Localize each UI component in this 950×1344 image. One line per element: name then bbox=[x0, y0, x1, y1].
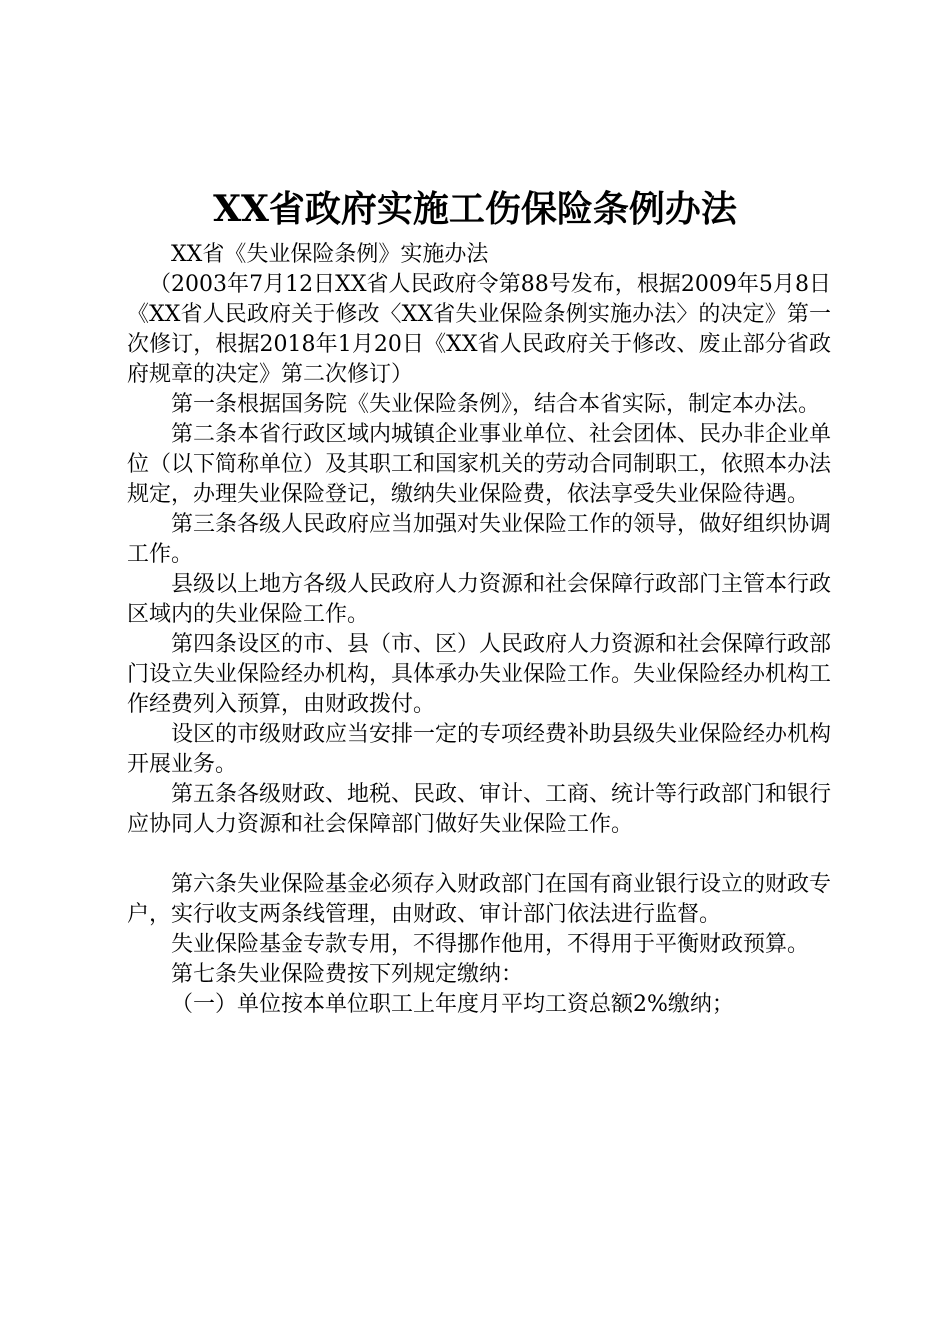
article-7-item-1: （一）单位按本单位职工上年度月平均工资总额2%缴纳； bbox=[171, 992, 734, 1017]
article-5: 第五条各级财政、地税、民政、审计、工商、统计等行政部门和银行应协同人力资源和社会保障部门做好失业保险工作。 bbox=[127, 782, 832, 837]
document-title: XX省政府实施工伤保险条例办法 bbox=[213, 188, 737, 230]
article-4-clause-2: 设区的市级财政应当安排一定的专项经费补助县级失业保险经办机构开展业务。 bbox=[127, 722, 832, 777]
article-4: 第四条设区的市、县（市、区）人民政府人力资源和社会保障行政部门设立失业保险经办机构，具体承办失业保险工作。失业保险经办机构工作经费列入预算，由财政拨付。 bbox=[127, 632, 832, 717]
paragraph-gap bbox=[127, 840, 831, 870]
revision-note: （2003年7月12日XX省人民政府令第88号发布，根据2009年5月8日《XX省人民政府关于修改〈XX省失业保险条例实施办法〉的决定》第一次修订，根据2018年1月20日《XX省人民政府关于修改、废止部分省政府规章的决定》第二次修订） bbox=[127, 272, 831, 387]
article-6: 第六条失业保险基金必须存入财政部门在国有商业银行设立的财政专户，实行收支两条线管理，由财政、审计部门依法进行监督。 bbox=[127, 872, 832, 927]
article-3-clause-2: 县级以上地方各级人民政府人力资源和社会保障行政部门主管本行政区域内的失业保险工作。 bbox=[127, 572, 832, 627]
article-3: 第三条各级人民政府应当加强对失业保险工作的领导，做好组织协调工作。 bbox=[127, 512, 832, 567]
article-2: 第二条本省行政区域内城镇企业事业单位、社会团体、民办非企业单位（以下简称单位）及其职工和国家机关的劳动合同制职工，依照本办法规定，办理失业保险登记，缴纳失业保险费，依法享受失业保险待遇。 bbox=[127, 422, 832, 507]
article-7: 第七条失业保险费按下列规定缴纳： bbox=[171, 962, 524, 987]
article-1: 第一条根据国务院《失业保险条例》，结合本省实际，制定本办法。 bbox=[171, 392, 821, 417]
regulation-name: XX省《失业保险条例》实施办法 bbox=[171, 242, 489, 267]
document-body bbox=[127, 240, 831, 1020]
article-6-clause-2: 失业保险基金专款专用，不得挪作他用，不得用于平衡财政预算。 bbox=[171, 932, 810, 957]
